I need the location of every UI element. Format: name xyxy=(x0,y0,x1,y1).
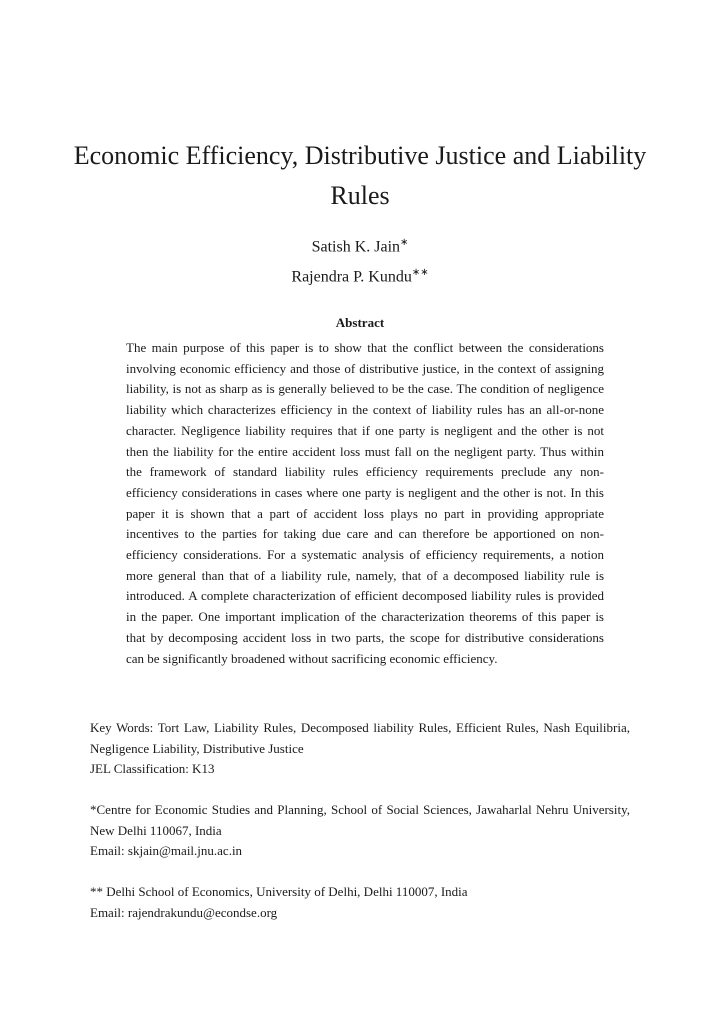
email-text: Email: rajendrakundu@econdse.org xyxy=(90,904,278,920)
keywords-block xyxy=(90,718,630,780)
abstract-heading: Abstract xyxy=(335,315,385,330)
affiliation-text: *Centre for Economic Studies and Planning, School of Social Sciences, Jawaharlal Nehru University, New Delhi 110067, India xyxy=(90,802,630,838)
affiliation-block-1 xyxy=(90,800,630,862)
paper-title: Economic Efficiency, Distributive Justice and Liability Rules xyxy=(73,141,647,210)
author-footnote-mark: ∗∗ xyxy=(411,267,429,279)
abstract-text: The main purpose of this paper is to show that the conflict between the considerations involving economic efficiency and those of distributive justice, in the context of assigning liability, is not as sharp as is generally believed to be the case. The condition of negligence liability which characterizes efficiency in the context of liability rules has an all-or-none character. Negligence liability requires that if one party is negligent and the other is not then the liability for the entire accident loss must fall on the negligent party. Thus within the framework of standard liability rules efficiency requirements preclude any non-efficiency considerations in cases where one party is negligent and the other is not. In this paper it is shown that a part of accident loss plays no part in providing appropriate incentives to the parties for taking due care and can therefore be apportioned on non-efficiency considerations. For a systematic analysis of efficiency requirements, a notion more general than that of a liability rule, namely, that of a decomposed liability rule is introduced. A complete characterization of efficient decomposed liability rules is provided in the paper. One important implication of the characterization theorems of this paper is that by decomposing accident loss in two parts, the scope for distributive considerations can be significantly broadened without sacrificing economic efficiency. xyxy=(126,340,604,666)
email-text: Email: skjain@mail.jnu.ac.in xyxy=(90,843,243,858)
abstract-block xyxy=(126,338,604,669)
author-footnote-mark: ∗ xyxy=(400,237,409,248)
author-1 xyxy=(160,230,560,260)
affiliation-block-2 xyxy=(90,882,630,923)
jel-classification: JEL Classification: K13 xyxy=(90,761,215,776)
keywords-text: Key Words: Tort Law, Liability Rules, Decomposed liability Rules, Efficient Rules, Nash Equilibria, Negligence Liability, Distributive Justice xyxy=(90,720,630,756)
author-name: Satish K. Jain xyxy=(311,238,401,256)
affiliation-text: ** Delhi School of Economics, University of Delhi, Delhi 110007, India xyxy=(90,884,468,899)
author-2 xyxy=(160,260,560,290)
author-name: Rajendra P. Kundu xyxy=(291,268,412,286)
author-list xyxy=(160,230,560,291)
